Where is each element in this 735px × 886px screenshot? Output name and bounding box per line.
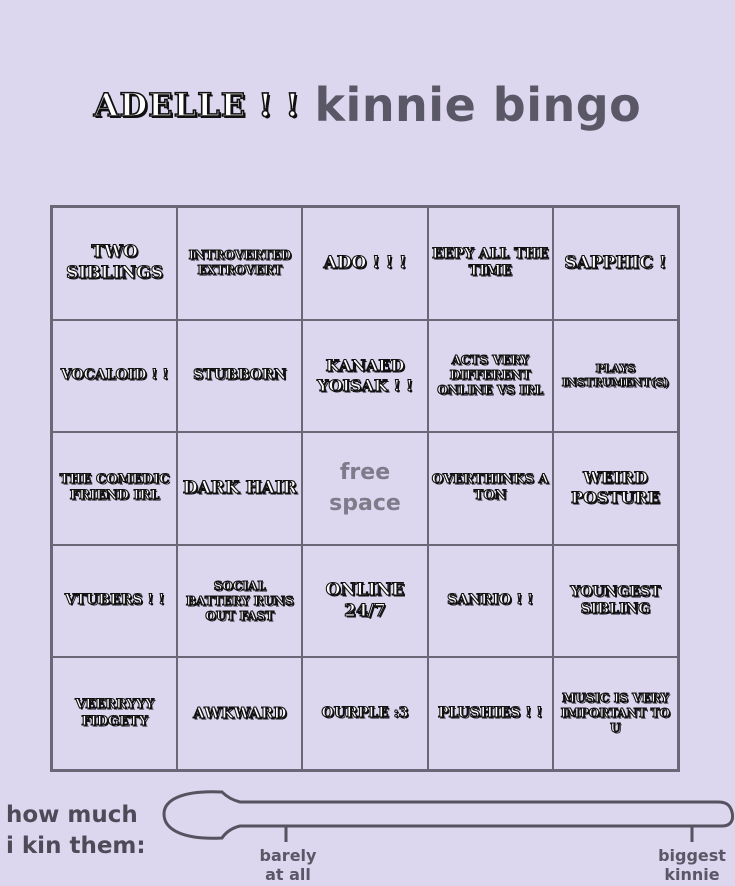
kin-meter-bar[interactable] xyxy=(162,782,734,844)
bingo-cell-label: VOCALOID ! ! xyxy=(60,367,169,384)
bingo-grid xyxy=(50,205,680,772)
bingo-cell-23[interactable] xyxy=(302,657,427,770)
bingo-cell-16[interactable] xyxy=(52,545,177,658)
bingo-cell-label: VEERRYYY FIDGETY xyxy=(75,697,155,729)
bingo-cell-8[interactable] xyxy=(302,320,427,433)
page-title: kinnie bingo xyxy=(314,78,642,132)
bingo-cell-label: MUSIC IS VERY IMPORTANT TO U xyxy=(560,691,670,736)
bingo-cell-label: DARK HAIR xyxy=(182,477,297,498)
bingo-cell-label: KANAED YOISAK ! ! xyxy=(317,355,413,395)
bingo-cell-label: WEIRD POSTURE xyxy=(570,468,660,508)
bingo-cell-label: ADO ! ! ! xyxy=(323,252,407,273)
bingo-cell-label: AWKWARD xyxy=(193,704,287,723)
bingo-cell-label: INTROVERTED EXTROVERT xyxy=(188,248,291,278)
bingo-cell-free-space[interactable] xyxy=(302,432,427,545)
bingo-cell-label: SAPPHIC ! xyxy=(564,252,667,273)
bingo-cell-5[interactable] xyxy=(553,207,678,320)
bingo-cell-label: EEPY ALL THE TIME xyxy=(431,245,549,280)
bingo-cell-9[interactable] xyxy=(428,320,553,433)
bingo-cell-label: ONLINE 24/7 xyxy=(325,579,405,622)
bingo-cell-label: free space xyxy=(329,459,401,517)
bingo-cell-label: OVERTHINKS A TON xyxy=(431,472,549,504)
bingo-cell-label: PLUSHIES ! ! xyxy=(437,704,543,721)
bingo-cell-21[interactable] xyxy=(52,657,177,770)
bingo-cell-label: TWO SIBLINGS xyxy=(66,242,164,284)
bingo-cell-20[interactable] xyxy=(553,545,678,658)
bingo-cell-4[interactable] xyxy=(428,207,553,320)
bingo-cell-label: PLAYS INSTRUMENT(S) xyxy=(561,362,669,389)
bingo-cell-18[interactable] xyxy=(302,545,427,658)
bingo-cell-label: STUBBORN xyxy=(193,367,287,384)
bingo-cell-label: OURPLE :3 xyxy=(321,704,409,721)
bingo-cell-label: SANRIO ! ! xyxy=(447,592,534,609)
meter-low-label: barely at all xyxy=(259,846,317,885)
bingo-cell-14[interactable] xyxy=(428,432,553,545)
bingo-cell-11[interactable] xyxy=(52,432,177,545)
bingo-cell-label: THE COMEDIC FRIEND IRL xyxy=(59,472,170,504)
bingo-cell-6[interactable] xyxy=(52,320,177,433)
title-row xyxy=(0,70,735,140)
meter-outline xyxy=(164,792,733,839)
bingo-cell-label: SOCIAL BATTERY RUNS OUT FAST xyxy=(185,578,294,623)
bingo-cell-label: YOUNGEST SIBLING xyxy=(570,583,661,618)
bingo-cell-2[interactable] xyxy=(177,207,302,320)
meter-high-label: biggest kinnie xyxy=(658,846,726,885)
bingo-cell-label: VTUBERS ! ! xyxy=(64,592,165,609)
bingo-cell-15[interactable] xyxy=(553,432,678,545)
bingo-cell-label: ACTS VERY DIFFERENT ONLINE VS IRL xyxy=(437,353,544,398)
bingo-cell-12[interactable] xyxy=(177,432,302,545)
bingo-cell-25[interactable] xyxy=(553,657,678,770)
page-title-name: ADELLE ! ! xyxy=(93,86,301,124)
bingo-cell-7[interactable] xyxy=(177,320,302,433)
bingo-cell-24[interactable] xyxy=(428,657,553,770)
bingo-cell-17[interactable] xyxy=(177,545,302,658)
bingo-cell-1[interactable] xyxy=(52,207,177,320)
bingo-cell-10[interactable] xyxy=(553,320,678,433)
bingo-cell-3[interactable] xyxy=(302,207,427,320)
bingo-cell-19[interactable] xyxy=(428,545,553,658)
meter-label: how much i kin them: xyxy=(6,802,146,860)
bingo-cell-22[interactable] xyxy=(177,657,302,770)
